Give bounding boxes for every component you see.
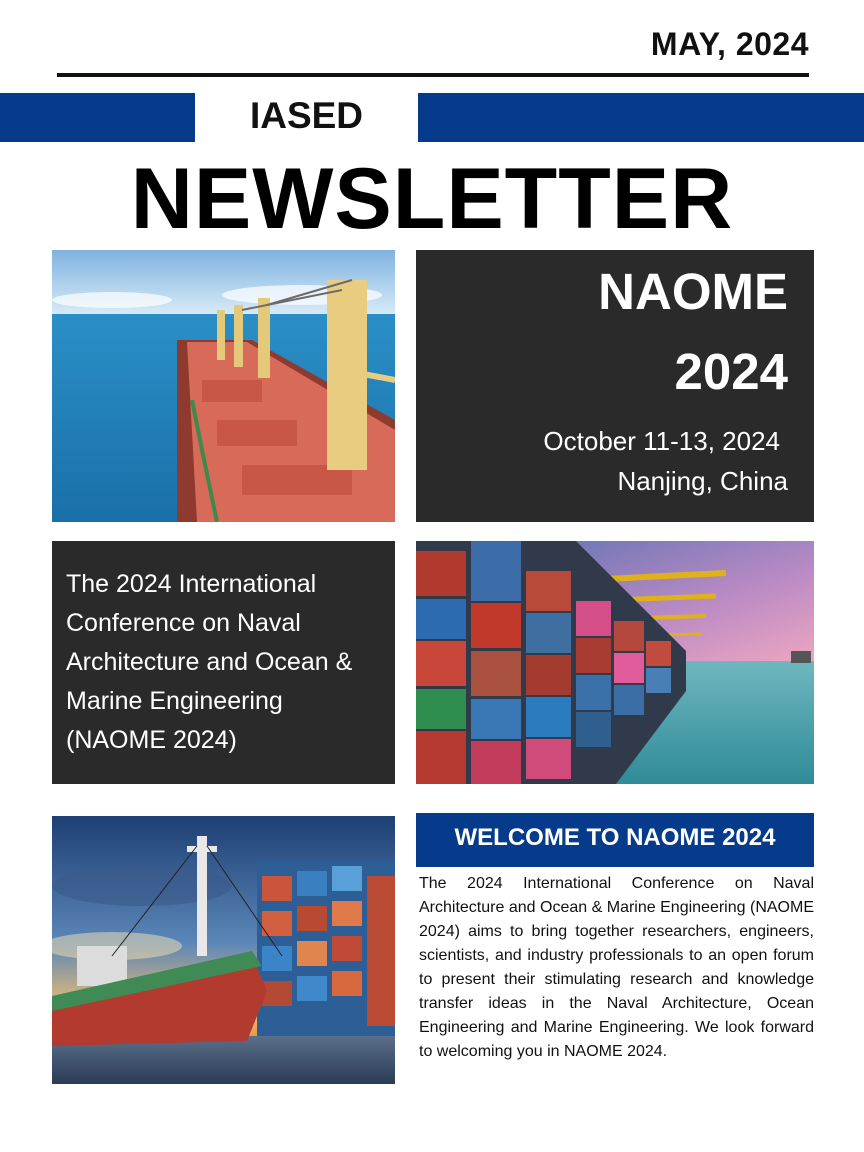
welcome-heading-bar xyxy=(416,813,814,867)
welcome-heading: WELCOME TO NAOME 2024 xyxy=(454,824,776,851)
issue-date: MAY, 2024 xyxy=(650,26,809,62)
conference-full-title: The 2024 International Conference on Naval Architecture and Ocean & Marine Engineering (NAOME 2024) xyxy=(66,570,353,754)
bulk-carrier-photo xyxy=(52,250,395,522)
conference-year: 2024 xyxy=(674,343,788,400)
conference-dates: October 11-13, 2024 xyxy=(543,426,780,456)
welcome-body-text: The 2024 International Conference on Naval Architecture and Ocean & Marine Engineering (NAOME 2024) aims to bring together researchers, engineers, scientists, and industry professionals to an open forum to present their stimulating research and knowledge transfer ideas in the Naval Architecture, Ocean Engineering and Marine Engineering. We look forward to welcoming you in NAOME 2024. xyxy=(419,875,814,1060)
header-divider xyxy=(57,73,809,77)
conference-location: Nanjing, China xyxy=(617,466,788,496)
conference-description-panel xyxy=(52,541,395,784)
header-band-right xyxy=(418,93,864,142)
organization-name: IASED xyxy=(249,95,364,136)
conference-info-panel xyxy=(416,250,814,522)
conference-name: NAOME xyxy=(598,263,788,320)
header-band-left xyxy=(0,93,195,142)
cargo-ship-port-photo xyxy=(52,816,395,1084)
container-ship-photo xyxy=(416,541,814,784)
newsletter-title: NEWSLETTER xyxy=(130,151,734,247)
